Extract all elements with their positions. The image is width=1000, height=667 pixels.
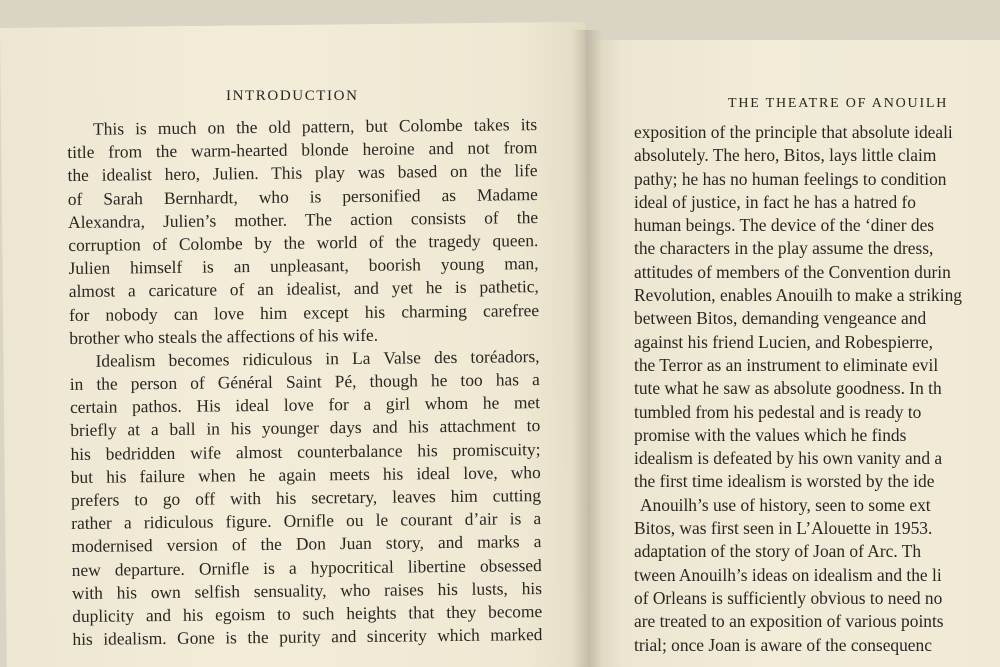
text-line: Julien himself is an unpleasant, boorish young man, bbox=[68, 253, 539, 279]
text-line: the Terror as an instrument to eliminate evil bbox=[634, 354, 939, 375]
text-line: modernised version of the Don Juan story, and marks a bbox=[71, 531, 542, 557]
text-line: brother who steals the affections of his wife. bbox=[69, 324, 379, 348]
text-line: his idealism. Gone is the purity and sincerity which marked bbox=[72, 624, 543, 650]
text-line: attitudes of members of the Convention durin bbox=[634, 261, 951, 282]
book-gutter bbox=[572, 30, 602, 667]
text-line: prefers to go off with his secretary, leaves him cutting bbox=[70, 485, 542, 510]
text-line: ideal of justice, in fact he has a hatred fo bbox=[634, 191, 916, 212]
text-line: for nobody can love him except his charming carefree bbox=[68, 299, 540, 325]
text-line: promise with the values which he finds bbox=[634, 424, 907, 445]
text-line: almost a caricature of an idealist, and yet he is pathetic, bbox=[68, 276, 539, 302]
text-line: in the person of Général Saint Pé, though he too has a bbox=[69, 369, 540, 395]
text-line: the idealist hero, Julien. This play was based on the life bbox=[67, 160, 538, 186]
text-line: pathy; he has no human feelings to condition bbox=[634, 168, 947, 189]
text-line: against his friend Lucien, and Robespierre, bbox=[634, 331, 933, 352]
text-line: absolutely. The hero, Bitos, lays little claim bbox=[634, 145, 937, 166]
text-line: between Bitos, demanding vengeance and bbox=[634, 308, 927, 329]
text-line: adaptation of the story of Joan of Arc. Th bbox=[634, 541, 922, 562]
text-line: tumbled from his pedestal and is ready to bbox=[634, 401, 922, 422]
text-line: certain pathos. His ideal love for a girl whom he met bbox=[69, 392, 541, 418]
text-line: but his failure when he again meets his ideal love, who bbox=[70, 461, 541, 487]
text-line: title from the warm-hearted blonde heroine and not from bbox=[67, 137, 538, 163]
text-line: the first time idealism is worsted by the ide bbox=[634, 471, 935, 492]
text-line: briefly at a ball in his younger days and his attachment to bbox=[70, 415, 541, 441]
text-line: idealism is defeated by his own vanity and a bbox=[634, 448, 943, 469]
text-line: new departure. Ornifle is a hypocritical libertine obsessed bbox=[71, 554, 542, 580]
text-line: Alexandra, Julien’s mother. The action consists of the bbox=[67, 206, 539, 232]
text-line: are treated to an exposition of various points bbox=[634, 611, 944, 632]
right-running-header: THE THEATRE OF ANOUILH bbox=[728, 96, 949, 111]
text-line: exposition of the principle that absolute ideali bbox=[634, 122, 953, 142]
text-line: corruption of Colombe by the world of the tragedy queen. bbox=[68, 230, 539, 255]
text-line: tute what he saw as absolute goodness. In th bbox=[634, 378, 942, 399]
text-line: human beings. The device of the ‘diner des bbox=[634, 215, 935, 236]
text-line: of Sarah Bernhardt, who is personified as Madame bbox=[67, 183, 538, 209]
text-line: of Orleans is sufficiently obvious to need no bbox=[634, 587, 943, 608]
text-line: his bedridden wife almost counterbalance his promiscuity; bbox=[70, 438, 541, 464]
text-line: duplicity and his egoism to such heights that they become bbox=[72, 600, 543, 626]
right-text-column bbox=[634, 121, 1000, 657]
text-line: tween Anouilh’s ideas on idealism and the li bbox=[634, 564, 942, 585]
text-line: Anouilh’s use of history, seen to some ext bbox=[640, 494, 931, 515]
text-line: This is much on the old pattern, but Colombe takes its bbox=[93, 114, 538, 139]
text-line: trial; once Joan is aware of the consequenc bbox=[634, 634, 932, 655]
text-line: Bitos, was first seen in L’Alouette in 1953. bbox=[634, 518, 933, 539]
text-line: Idealism becomes ridiculous in La Valse des toréadors, bbox=[95, 345, 540, 371]
left-text-column bbox=[67, 113, 543, 651]
text-line: rather a ridiculous figure. Ornifle ou le courant d’air is a bbox=[71, 508, 542, 534]
left-running-header: INTRODUCTION bbox=[226, 88, 359, 104]
text-line: Revolution, enables Anouilh to make a striking bbox=[634, 285, 962, 306]
text-line: the characters in the play assume the dress, bbox=[634, 238, 934, 259]
text-line: with his own selfish sensuality, who raises his lusts, his bbox=[71, 577, 543, 603]
